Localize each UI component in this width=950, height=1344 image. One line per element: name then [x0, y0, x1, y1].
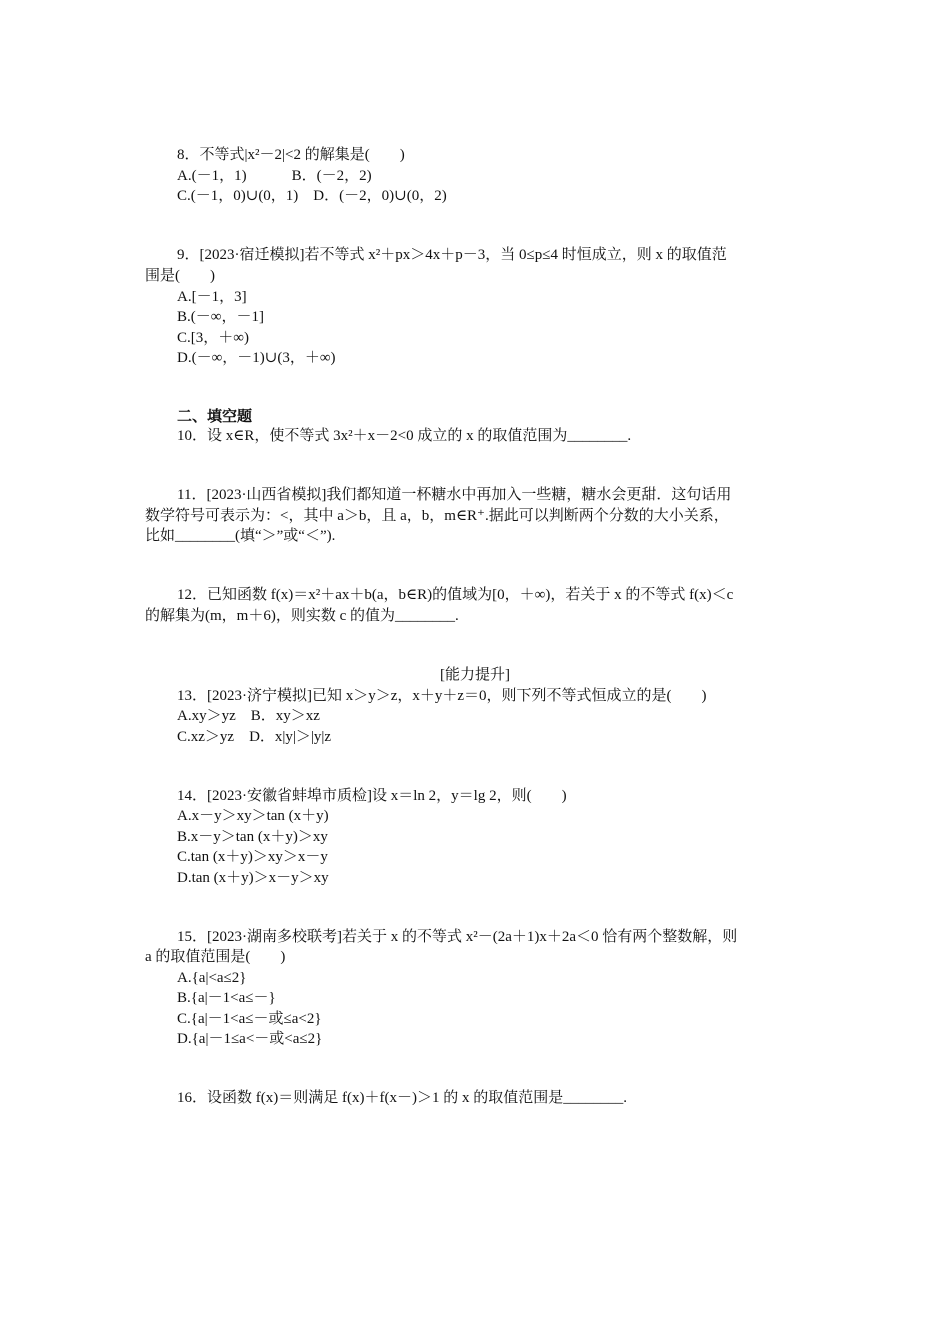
q11-stem-line2: 数学符号可表示为：<，其中 a＞b，且 a，b，m∈R⁺.据此可以判断两个分数的大小关系，: [145, 508, 729, 524]
q9-option-a: A.[－1，3]: [177, 289, 247, 305]
q14-option-b: B.x－y＞tan (x＋y)＞xy: [177, 829, 328, 845]
q14-stem: 14．[2023·安徽省蚌埠市质检]设 x＝ln 2，y＝lg 2，则( ): [177, 788, 567, 804]
q8-stem: 8．不等式|x²－2|<2 的解集是( ): [177, 147, 405, 163]
q9-option-c: C.[3，＋∞): [177, 330, 249, 346]
q15-option-b: B.{a|－1<a≤－}: [177, 990, 276, 1006]
q14-option-a: A.x－y＞xy＞tan (x＋y): [177, 808, 329, 824]
q13-options-ab: A.xy＞yz B．xy＞xz: [177, 708, 320, 724]
q8-options-cd: C.(－1，0)∪(0，1) D．(－2，0)∪(0，2): [177, 188, 447, 204]
q13-options-cd: C.xz＞yz D．x|y|＞|y|z: [177, 729, 332, 745]
q12-stem-line1: 12．已知函数 f(x)＝x²＋ax＋b(a，b∈R)的值域为[0，＋∞)，若关于 x 的不等式 f(x)＜c: [177, 587, 734, 603]
q11-stem-line1: 11．[2023·山西省模拟]我们都知道一杯糖水中再加入一些糖，糖水会更甜．这句话用: [177, 487, 732, 503]
q15-option-a: A.{a|<a≤2}: [177, 970, 247, 986]
q8-options-ab: A.(－1，1) B．(－2，2): [177, 168, 372, 184]
q16-stem: 16．设函数 f(x)＝则满足 f(x)＋f(x－)＞1 的 x 的取值范围是________.: [177, 1090, 627, 1106]
q15-option-d: D.{a|－1≤a<－或<a≤2}: [177, 1031, 323, 1047]
q15-stem-line1: 15．[2023·湖南多校联考]若关于 x 的不等式 x²－(2a＋1)x＋2a＜0 恰有两个整数解，则: [177, 929, 738, 945]
q11-stem-line3: 比如________(填“＞”或“＜”).: [145, 528, 336, 544]
q10-stem: 10．设 x∈R，使不等式 3x²＋x－2<0 成立的 x 的取值范围为________.: [177, 428, 632, 444]
q15-stem-line2: a 的取值范围是( ): [145, 949, 286, 965]
q14-option-c: C.tan (x＋y)＞xy＞x－y: [177, 849, 328, 865]
q13-stem: 13．[2023·济宁模拟]已知 x＞y＞z，x＋y＋z＝0，则下列不等式恒成立的是( ): [177, 688, 707, 704]
q9-option-b: B.(－∞，－1]: [177, 309, 264, 325]
ability-header: [能力提升]: [440, 667, 510, 683]
q14-option-d: D.tan (x＋y)＞x－y＞xy: [177, 870, 329, 886]
q9-option-d: D.(－∞，－1)∪(3，＋∞): [177, 350, 336, 366]
q9-stem-line2: 围是( ): [145, 268, 215, 284]
q12-stem-line2: 的解集为(m，m＋6)，则实数 c 的值为________.: [145, 608, 459, 624]
section-title: 二、填空题: [177, 409, 253, 425]
q15-option-c: C.{a|－1<a≤－或≤a<2}: [177, 1011, 322, 1027]
q9-stem-line1: 9．[2023·宿迁模拟]若不等式 x²＋px＞4x＋p－3，当 0≤p≤4 时恒成立，则 x 的取值范: [177, 247, 727, 263]
